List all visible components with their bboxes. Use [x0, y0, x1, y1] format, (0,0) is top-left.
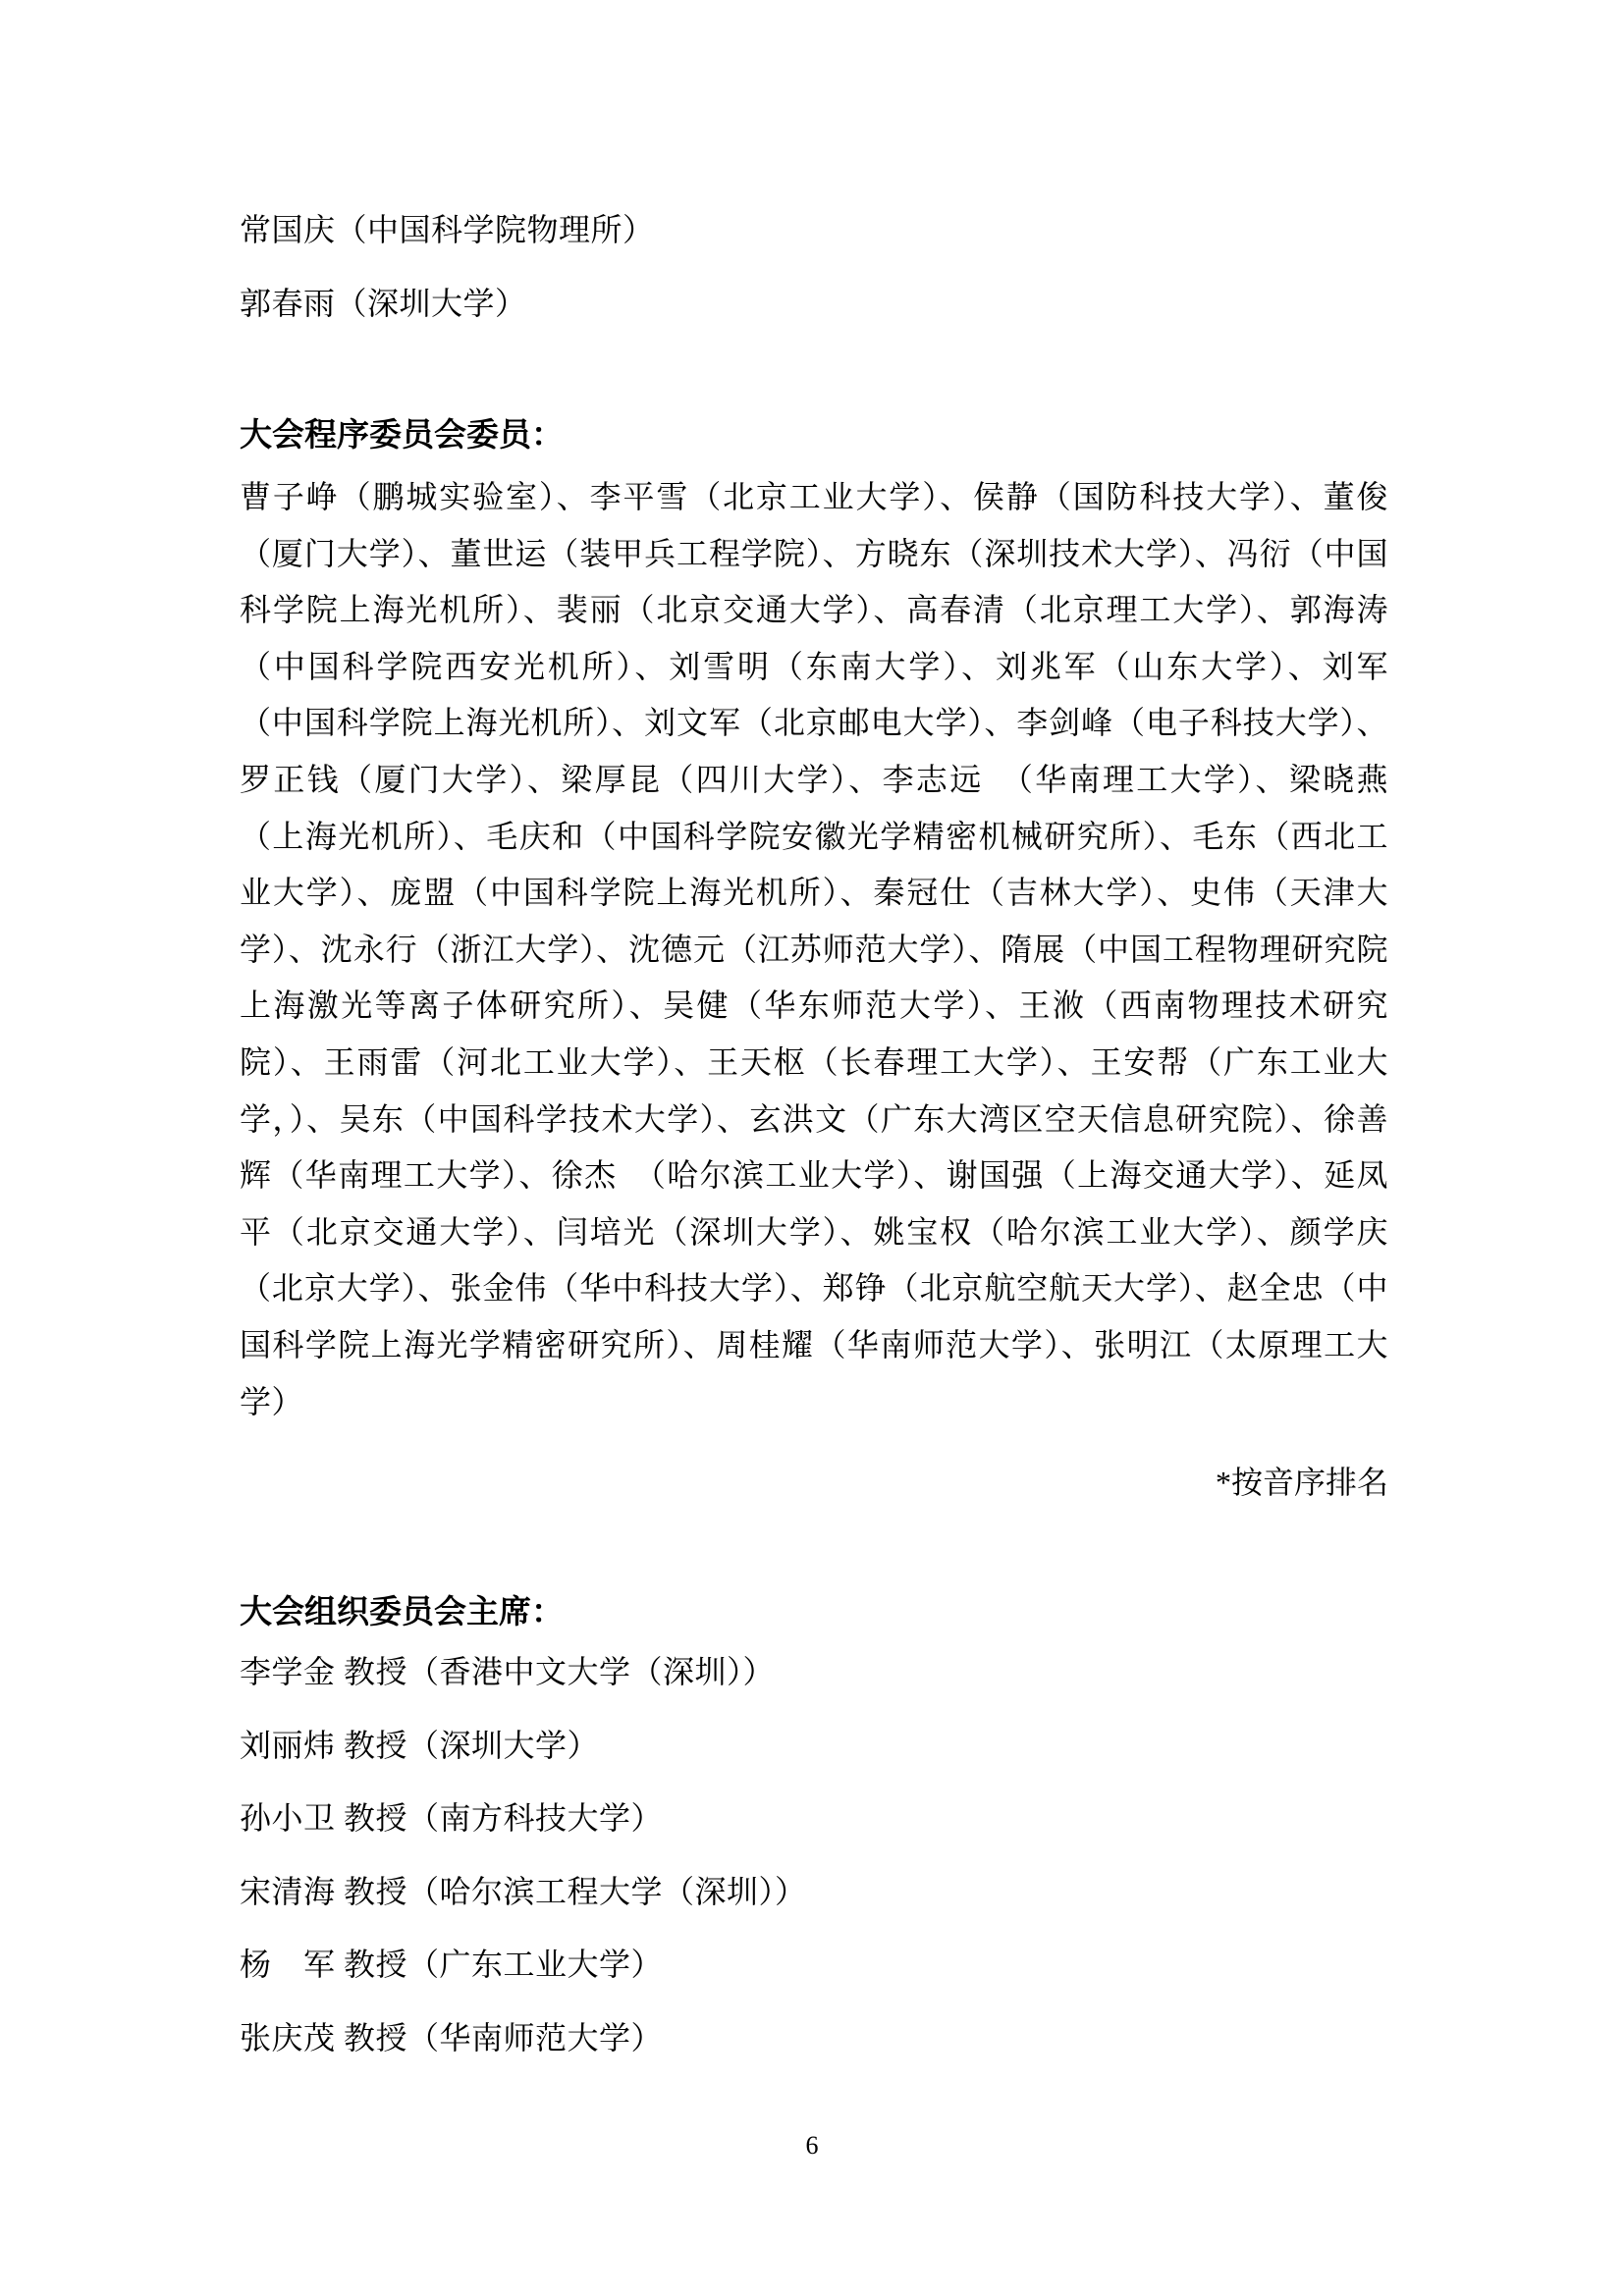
- member-line-liu-liwei: 刘丽炜 教授（深圳大学）: [240, 1727, 600, 1763]
- organizing-committee-member-list: [240, 1650, 1388, 2059]
- member-line-zhang-qingmao: 张庆茂 教授（华南师范大学）: [240, 2019, 664, 2056]
- page-number: 6: [805, 2131, 819, 2160]
- member-line-song-qinghai: 宋清海 教授（哈尔滨工程大学（深圳））: [240, 1873, 807, 1909]
- program-committee-heading: 大会程序委员会委员：: [240, 416, 564, 453]
- member-line-sun-xiaowei: 孙小卫 教授（南方科技大学）: [240, 1800, 664, 1837]
- intro-entry-chang-guoqing: 常国庆（中国科学院物理所）: [240, 212, 655, 247]
- organizing-committee-heading: 大会组织委员会主席：: [240, 1593, 564, 1629]
- program-committee-members-paragraph: 曹子峥（鹏城实验室）、李平雪（北京工业大学）、侯静（国防科技大学）、董俊（厦门大学）、董世运（装甲兵工程学院）、方晓东（深圳技术大学）、冯衍（中国科学院上海光机所）、裴丽（北京交通大学）、高春清（北京理工大学）、郭海涛（中国科学院西安光机所）、刘雪明（东南大学）、刘兆军（山东大学）、刘军 （中国科学院上海光机所）、刘文军（北京邮电大学）、李剑峰（电子科技大学）、罗正钱（厦门大学）、梁厚昆（四川大学）、李志远 （华南理工大学）、梁晓燕（上海光机所）、毛庆和（中国科学院安徽光学精密机械研究所）、毛东（西北工业大学）、庞盟（中国科学院上海光机所）、秦冠仕（吉林大学）、史伟（天津大学）、沈永行（浙江大学）、沈德元（江苏师范大学）、隋展（中国工程物理研究院上海激光等离子体研究所）、吴健（华东师范大学）、王浟（西南物理技术研究院）、王雨雷（河北工业大学）、王天枢（长春理工大学）、王安帮（广东工业大学，）、吴东（中国科学技术大学）、玄洪文（广东大湾区空天信息研究院）、徐善辉（华南理工大学）、徐杰 （哈尔滨工业大学）、谢国强（上海交通大学）、延凤平（北京交通大学）、闫培光（深圳大学）、姚宝权（哈尔滨工业大学）、颜学庆（北京大学）、张金伟（华中科技大学）、郑铮（北京航空航天大学）、赵全忠（中国科学院上海光学精密研究所）、周桂耀（华南师范大学）、张明江（太原理工大学）: [240, 479, 1421, 1419]
- sort-order-note: *按音序排名: [1215, 1465, 1388, 1500]
- intro-entry-guo-chunyu: 郭春雨（深圳大学）: [240, 286, 527, 321]
- member-line-li-xuejin: 李学金 教授（香港中文大学（深圳））: [240, 1654, 776, 1689]
- member-line-yang-jun: 杨 军 教授（广东工业大学）: [240, 1947, 664, 1983]
